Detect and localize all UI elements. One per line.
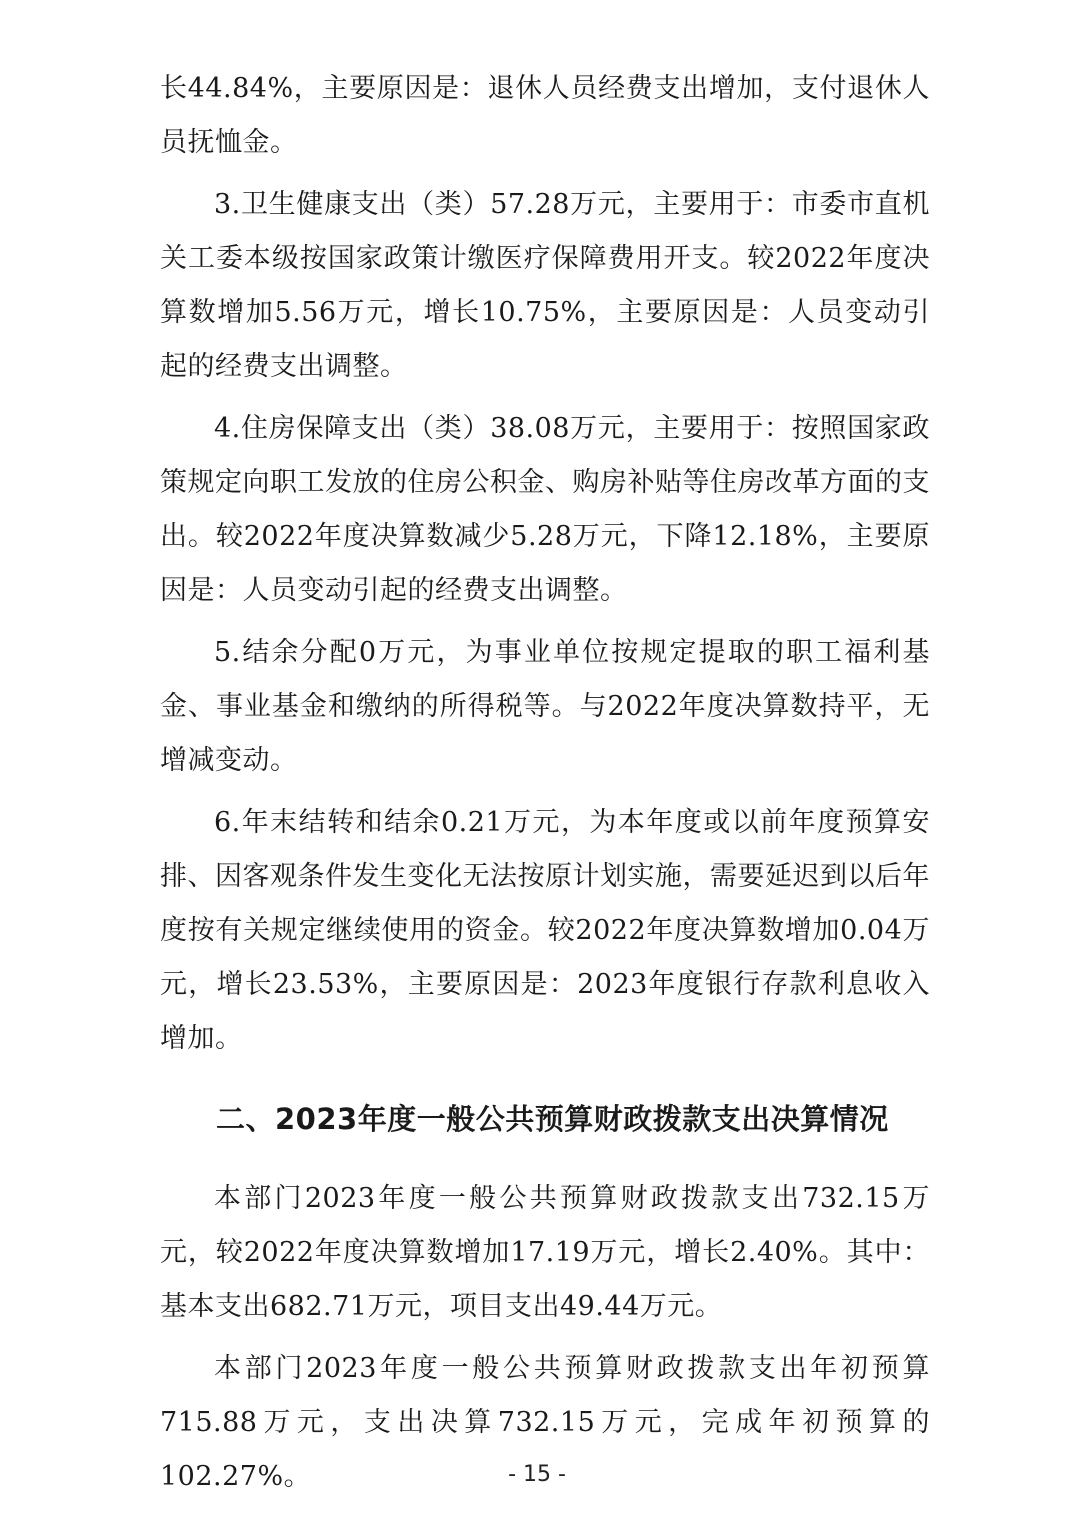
paragraph-budget-completion: 本部门2023年度一般公共预算财政拨款支出年初预算715.88万元，支出决算732.15万元，完成年初预算的102.27%。 [160,1353,930,1492]
page-number: - 15 - [508,1462,566,1487]
paragraph-surplus-distribution: 5.结余分配0万元，为事业单位按规定提取的职工福利基金、事业基金和缴纳的所得税等。与2022年度决算数持平，无增减变动。 [160,637,930,776]
section-heading: 二、2023年度一般公共预算财政拨款支出决算情况 [216,1102,889,1136]
paragraph-health-expenditure: 3.卫生健康支出（类）57.28万元，主要用于：市委市直机关工委本级按国家政策计缴医疗保障费用开支。较2022年度决算数增加5.56万元，增长10.75%，主要原因是：人员变动引起的经费支出调整。 [160,189,930,382]
document-page [160,62,930,1512]
paragraph-general-budget-expenditure: 本部门2023年度一般公共预算财政拨款支出732.15万元，较2022年度决算数增加17.19万元，增长2.40%。其中：基本支出682.71万元，项目支出49.44万元。 [160,1183,930,1322]
paragraph-year-end-balance: 6.年末结转和结余0.21万元，为本年度或以前年度预算安排、因客观条件发生变化无法按原计划实施，需要延迟到以后年度按有关规定继续使用的资金。较2022年度决算数增加0.04万元，增长23.53%，主要原因是：2023年度银行存款利息收入增加。 [160,807,930,1054]
paragraph-pension-continued: 长44.84%，主要原因是：退休人员经费支出增加，支付退休人员抚恤金。 [160,73,930,158]
paragraph-housing-expenditure: 4.住房保障支出（类）38.08万元，主要用于：按照国家政策规定向职工发放的住房公积金、购房补贴等住房改革方面的支出。较2022年度决算数减少5.28万元，下降12.18%，主要原因是：人员变动引起的经费支出调整。 [160,413,930,606]
